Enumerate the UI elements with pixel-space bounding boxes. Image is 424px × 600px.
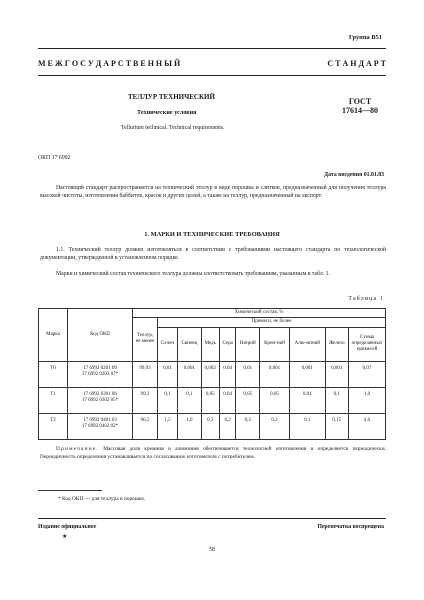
cell-value: 0,002 [201, 361, 219, 387]
table-row [39, 387, 386, 413]
cell-value: 0,001 [290, 361, 326, 387]
composition-table [38, 308, 386, 440]
note-text: Массовая доля кремния и алюминия обеспечивается технологией изготовления и определяется периодически. Периодичность определения устанавливается по согласованию изготовителя с потребителем. [40, 446, 386, 460]
cell-value: 0,2 [219, 413, 236, 439]
cell-value: 0,15 [325, 413, 348, 439]
cell-value: 0,05 [236, 387, 260, 413]
header-col-lead: Свинец [178, 327, 202, 361]
table-row [39, 413, 386, 439]
gost-number [342, 98, 378, 116]
header-grade: Марка [39, 309, 68, 362]
star-icon: ★ [62, 534, 68, 540]
note-label: Примечание. [56, 446, 99, 452]
page-number: 58 [209, 547, 215, 553]
standard-banner [38, 59, 386, 68]
header-okp: Код ОКП [68, 309, 133, 362]
header-impurities: Примеси, не более [158, 318, 386, 327]
header-chemical-composition: Химический состав, % [133, 309, 386, 318]
standard-word-standard: С Т А Н Д А Р Т [327, 59, 386, 68]
cell-value: 0,01 [236, 361, 260, 387]
paragraph-grades: Марки и химический состав технического теллура должны соответствовать требованиям, указанным в табл. 1. [56, 271, 331, 277]
cell-okp [68, 413, 133, 439]
cell-grade: Т1 [39, 387, 68, 413]
cell-grade: Т0 [39, 361, 68, 387]
header-col-silicon: Крем-ний [260, 327, 290, 361]
header-tellurium: Теллур, не менее [133, 318, 158, 361]
footer-rule [38, 518, 386, 519]
okp-line: 17 6992 0401 03 [83, 417, 117, 423]
header-col-aluminium: Алю-миний [290, 327, 326, 361]
cell-value: 0,2 [260, 413, 290, 439]
cell-value: 0,07 [349, 361, 386, 387]
cell-tellurium: 99,93 [133, 361, 158, 387]
cell-value: 0,1 [290, 413, 326, 439]
okp-line: 17 6992 0302 05* [81, 397, 119, 403]
group-code: Группа В51 [348, 34, 382, 41]
cell-tellurium: 96,5 [133, 413, 158, 439]
header-col-sum: Сумма определяемых примесей [349, 327, 386, 361]
cell-tellurium: 99,3 [133, 387, 158, 413]
okp-line: 17 6992 0201 09 [83, 365, 117, 371]
footnote-rule [38, 490, 102, 491]
header-col-sodium: Натрий [236, 327, 260, 361]
cell-okp [68, 387, 133, 413]
header-col-iron: Железо [325, 327, 348, 361]
cell-value: 0,001 [178, 361, 202, 387]
header-col-copper: Медь [201, 327, 219, 361]
cell-value: 0,3 [201, 413, 219, 439]
official-edition: Издание официальное [38, 524, 97, 530]
table-row [39, 361, 386, 387]
cell-value: 1,5 [158, 413, 178, 439]
cell-value: 1,0 [178, 413, 202, 439]
paragraph-1-1: 1.1. Технический теллур должен изготовляться в соответствии с требованиями настоящего стандарта по технологической документации, утвержденной в установленном порядке. [40, 247, 386, 262]
cell-value: 0,1 [178, 387, 202, 413]
cell-value: 0,1 [158, 387, 178, 413]
cell-okp [68, 361, 133, 387]
cell-value: 0,05 [260, 387, 290, 413]
okp-code: ОКП 17 6992 [38, 155, 71, 161]
english-title: Tellurium technical. Technical requirements. [121, 125, 225, 131]
cell-value: 0,001 [325, 361, 348, 387]
banner-rule [38, 75, 386, 76]
footnote: * Код ОКП — для теллура в порошке. [58, 496, 146, 502]
cell-value: 0,001 [260, 361, 290, 387]
document-title: ТЕЛЛУР ТЕХНИЧЕСКИЙ [128, 93, 215, 101]
table-caption: Таблица 1 [348, 296, 384, 302]
standard-word-interstate: М Е Ж Г О С У Д А Р С Т В Е Н Н Ы Й [38, 59, 181, 68]
cell-grade: Т2 [39, 413, 68, 439]
intro-paragraph: Настоящий стандарт распространяется на технический теллур в виде порошка и слитков, предназначенный для получения теллура высокой чистоты, изготовления баббитов, красок и других целей, а также на теллур, предназначенный на экспорт. [40, 185, 386, 200]
cell-value: 0,1 [325, 387, 348, 413]
table-note [40, 446, 386, 462]
okp-line: 17 6992 0301 06 [83, 391, 117, 397]
cell-value: 0,04 [219, 387, 236, 413]
document-subtitle: Технические условия [137, 109, 197, 116]
cell-value: 0,04 [219, 361, 236, 387]
cell-value: 0,05 [201, 387, 219, 413]
header-col-sulfur: Сера [219, 327, 236, 361]
section-heading: 1. МАРКИ И ТЕХНИЧЕСКИЕ ТРЕБОВАНИЯ [144, 231, 280, 238]
cell-value: 0,3 [236, 413, 260, 439]
cell-value: 1,0 [349, 387, 386, 413]
okp-line: 17 6992 0203 07* [81, 371, 119, 377]
effective-date: Дата введения 01.01.83 [324, 172, 384, 178]
cell-value: 0,01 [158, 361, 178, 387]
cell-value: 0,04 [290, 387, 326, 413]
top-rule [38, 48, 386, 49]
okp-line: 17 6992 0402 02* [81, 423, 119, 429]
gost-code: 17614—80 [342, 105, 378, 115]
header-col-selenium: Селен [158, 327, 178, 361]
gost-label: ГОСТ [348, 97, 372, 106]
cell-value: 4,0 [349, 413, 386, 439]
reprint-prohibited: Перепечатка воспрещена [317, 524, 384, 530]
